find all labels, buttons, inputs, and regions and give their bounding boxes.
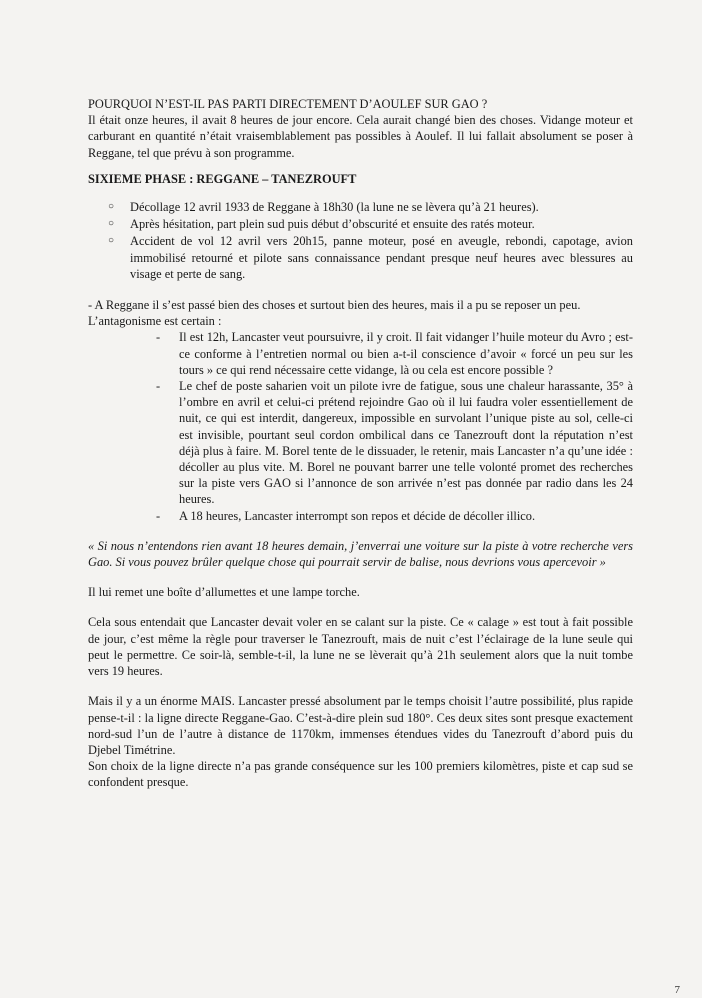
dash-item: - Il est 12h, Lancaster veut poursuivre, il y croit. Il fait vidanger l’huile moteur du Avro ; est-ce conforme à l’entretien normal ou bien a-t-il conscience d’avoir « forcé un peu sur les tours » ce qui rend nécessaire cette vidange, là ou cela est encore possible ? bbox=[179, 329, 633, 378]
quote: « Si nous n’entendons rien avant 18 heures demain, j’enverrai une voiture sur la piste à votre recherche vers Gao. Si vous pouvez brûler quelque chose qui pourrait servir de balise, nous devrions vous apercevoir » bbox=[88, 538, 633, 570]
bullet-item: ○ Après hésitation, part plein sud puis début d’obscurité et ensuite des ratés moteur. bbox=[130, 216, 633, 232]
question-heading: POURQUOI N’EST-IL PAS PARTI DIRECTEMENT D’AOULEF SUR GAO ? bbox=[88, 97, 488, 111]
document-body bbox=[88, 96, 633, 791]
paragraph-3: L’antagonisme est certain : bbox=[88, 314, 222, 329]
bullet-item: ○ Accident de vol 12 avril vers 20h15, panne moteur, posé en aveugle, rebondi, capotage, avion immobilisé retourné et pilote sans connaissance pendant presque neuf heures avec blessures au visage et perte de sang. bbox=[130, 233, 633, 282]
dash-item: - Le chef de poste saharien voit un pilote ivre de fatigue, sous une chaleur harassante, 35° à l’ombre en avril et celui-ci prétend rejoindre Gao où il lui faudra voler essentiellement de nuit, ce qui est interdit, dangereux, impossible en survolant l’unique piste au sol, celle-ci est invisible, pourtant seul cordon ombilical dans ce Tanezrouft dont la réputation n’est déjà plus à faire. M. Borel tente de le dissuader, le retenir, mais Lancaster n’a qu’une idée : décoller au plus vite. M. Borel ne pouvant barrer une telle volonté promet des recherches sur la piste vers GAO si l’annonce de son arrivée n’est pas donnée par radio dans les 24 heures. bbox=[179, 378, 633, 508]
paragraph-7: Son choix de la ligne directe n’a pas grande conséquence sur les 100 premiers kilomètres, piste et cap sud se confondent presque. bbox=[88, 759, 633, 790]
phase-bullet-list bbox=[88, 199, 633, 282]
paragraph-4: Il lui remet une boîte d’allumettes et une lampe torche. bbox=[88, 585, 360, 600]
page-number: 7 bbox=[674, 984, 680, 996]
bullet-item: ○ Décollage 12 avril 1933 de Reggane à 18h30 (la lune ne se lèvera qu’à 21 heures). bbox=[130, 199, 633, 215]
paragraph-2: - A Reggane il s’est passé bien des choses et surtout bien des heures, mais il a pu se reposer un peu. bbox=[88, 298, 581, 313]
section-title: SIXIEME PHASE : REGGANE – TANEZROUFT bbox=[88, 171, 357, 186]
paragraph-5: Cela sous entendait que Lancaster devait voler en se calant sur la piste. Ce « calage » est tout à fait possible de jour, c’est même la règle pour traverser le Tanezrouft, mais de nuit c’est l’éclairage de la lune seule qui peut le permettre. Ce soir-là, semble-t-il, la lune ne se lèverait qu’à 21h seulement alors que la nuit tombe vers 19 heures. bbox=[88, 615, 633, 679]
paragraph-6: Mais il y a un énorme MAIS. Lancaster pressé absolument par le temps choisit l’autre possibilité, plus rapide pense-t-il : la ligne directe Reggane-Gao. C’est-à-dire plein sud 180°. Ces deux sites sont presque exactement nord-sud l’un de l’autre à distance de 1170km, immenses étendues vides du Tanezrouft d’abord puis du Djebel Timétrine. bbox=[88, 694, 633, 757]
dash-list bbox=[88, 329, 633, 523]
paragraph-1: Il était onze heures, il avait 8 heures de jour encore. Cela aurait changé bien des choses. Vidange moteur et carburant en quantité n’était vraisemblablement pas possibles à Aoulef. Il lui fallait absolument se poser à Reggane, tel que prévu à son programme. bbox=[88, 113, 633, 160]
dash-item: - A 18 heures, Lancaster interrompt son repos et décide de décoller illico. bbox=[179, 508, 633, 524]
